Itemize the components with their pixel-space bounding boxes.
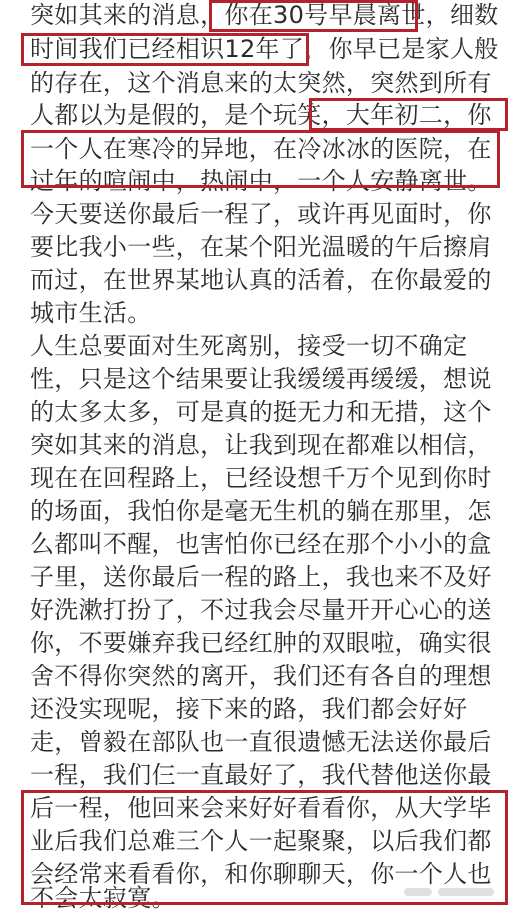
article-line-26: 业后我们总难三个人一起聚聚，以后我们都: [30, 827, 492, 855]
article-line-3: 的存在，这个消息来的太突然，突然到所有: [30, 69, 492, 97]
article-line-9: 而过，在世界某地认真的活着，在你最爱的: [30, 266, 492, 294]
article-line-5: 一个人在寒冷的异地，在冷冰冰的医院，在: [30, 135, 492, 163]
article-line-24: 一程，我们仨一直最好了，我代替他送你最: [30, 761, 492, 789]
article-line-23: 走，曾毅在部队也一直很遗憾无法送你最后: [30, 728, 492, 756]
article-line-2: 时间我们已经相识12年了，你早已是家人般: [30, 35, 499, 63]
article-line-14: 突如其来的消息，让我到现在都难以相信，: [30, 431, 492, 459]
article-line-7: 今天要送你最后一程了，或许再见面时，你: [30, 200, 492, 228]
article-line-16: 的场面，我怕你是毫无生机的躺在那里，怎: [30, 497, 492, 525]
article-line-6: 过年的喧闹中，热闹中，一个人安静离世。: [30, 167, 492, 195]
article-line-22: 还没实现呢，接下来的路，我们都会好好: [30, 695, 468, 723]
article-line-20: 你，不要嫌弃我已经红肿的双眼啦，确实很: [30, 629, 492, 657]
article-line-25: 后一程，他回来会来好好看看你，从大学毕: [30, 794, 492, 822]
highlight-box-new-year: [309, 98, 508, 131]
article-line-4: 人都以为是假的，是个玩笑，大年初二，你: [30, 101, 492, 129]
article-line-15: 现在在回程路上，已经设想千万个见到你时: [30, 464, 492, 492]
article-line-12: 性，只是这个结果要让我缓缓再缓缓，想说: [30, 365, 492, 393]
article-line-8: 要比我小一些，在某个阳光温暖的午后擦肩: [30, 233, 492, 261]
article-line-17: 么都叫不醒，也害怕你已经在那个小小的盒: [30, 530, 492, 558]
article-line-27: 会经常来看看你，和你聊聊天，你一个人也: [30, 860, 492, 888]
watermark-mark: [438, 888, 494, 896]
article-line-1: 突如其来的消息，你在30号早晨离世，细数: [30, 1, 499, 29]
article-line-19: 好洗漱打扮了，不过我会尽量开开心心的送: [30, 596, 492, 624]
article-line-13: 的太多太多，可是真的挺无力和无措，这个: [30, 398, 492, 426]
highlight-box-years: [21, 33, 309, 66]
article-line-21: 舍不得你突然的离开，我们还有各自的理想: [30, 662, 492, 690]
article-line-11: 人生总要面对生死离别，接受一切不确定: [30, 332, 468, 360]
article-line-28: 不会太寂寞。: [30, 884, 176, 912]
watermark: [404, 885, 500, 899]
highlight-box-hospital: [21, 130, 500, 188]
highlight-box-date: [209, 0, 418, 32]
article-line-18: 子里，送你最后一程的路上，我也来不及好: [30, 563, 492, 591]
article-line-10: 城市生活。: [30, 299, 152, 327]
watermark-mark: [404, 888, 432, 896]
